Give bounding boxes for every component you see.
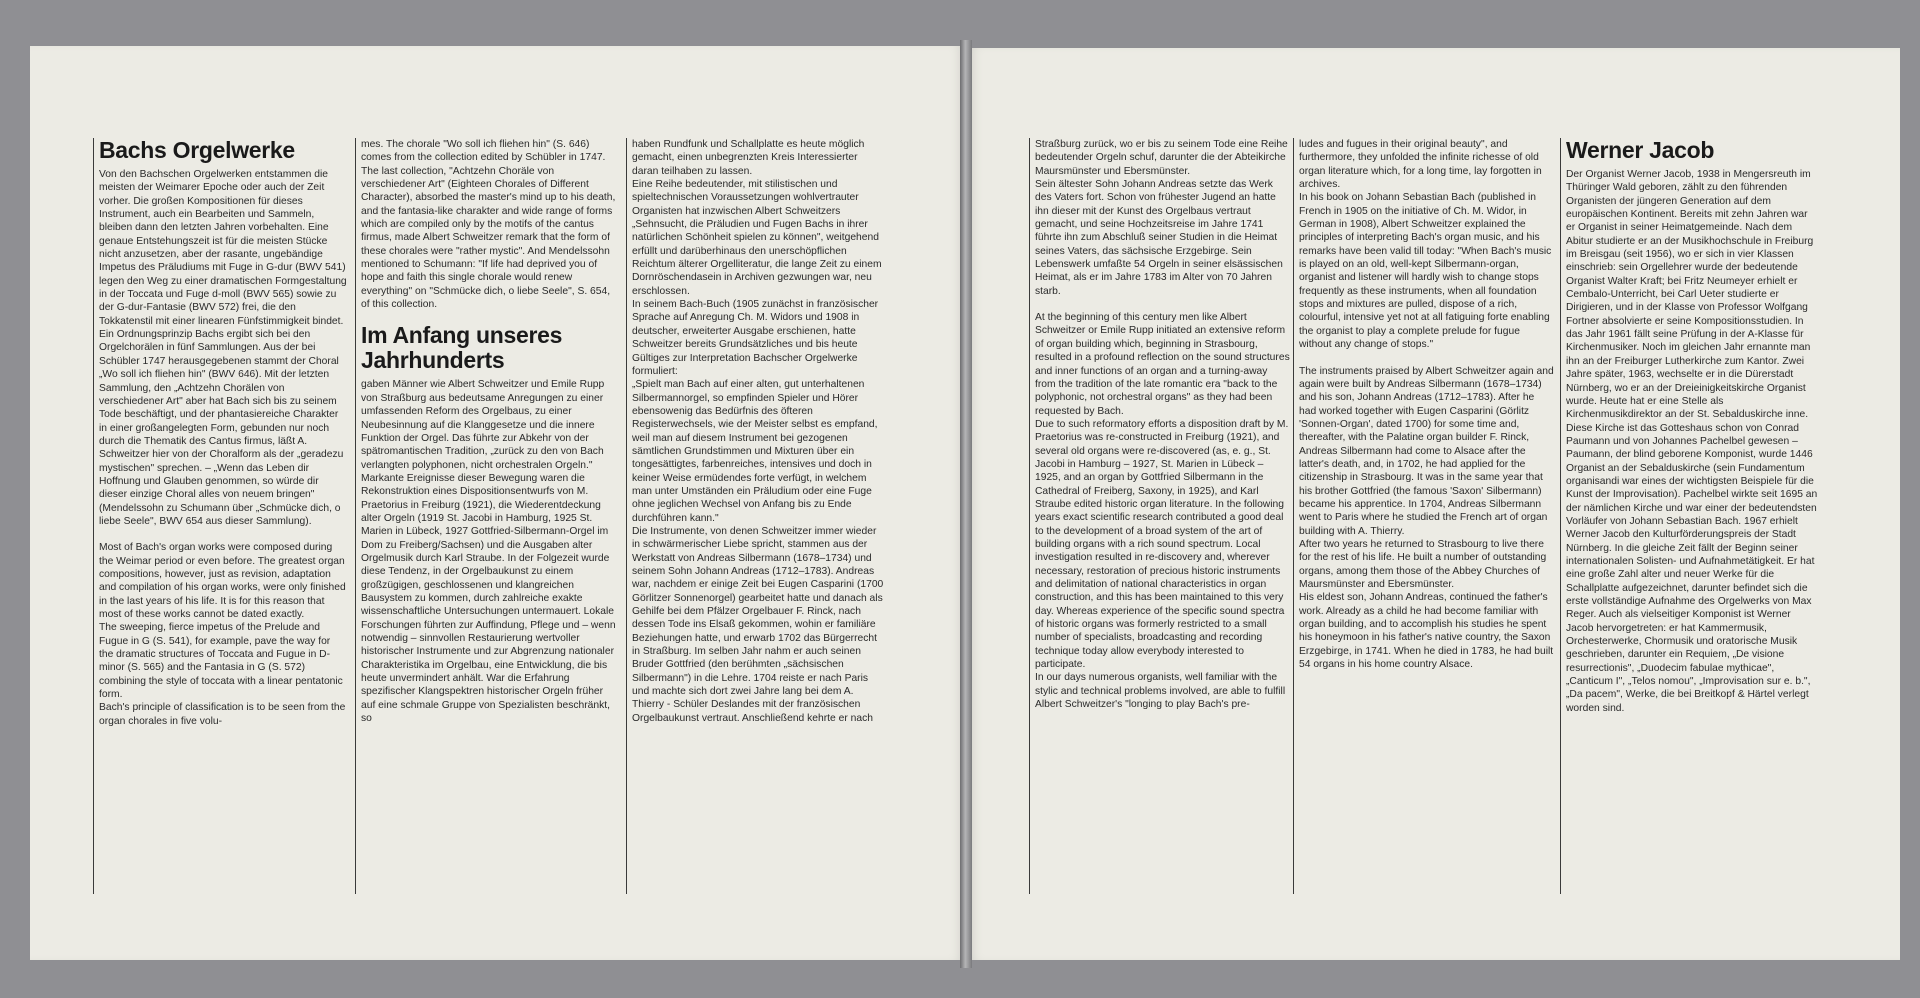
column-6	[1560, 138, 1822, 894]
heading-bachs-orgelwerke: Bachs Orgelwerke	[99, 138, 295, 163]
column-5	[1293, 138, 1557, 894]
paragraph: In seinem Bach-Buch (1905 zunächst in französischer Sprache auf Anregung Ch. M. Widors und 1908 in deutscher, erweiterter Ausgabe erschienen, hatte Schweitzer bereits Grundsätzliches und bis heute Gültiges zur Interpretation Bachscher Orgelwerke formuliert:	[632, 299, 879, 377]
paragraph: The instruments praised by Albert Schweitzer again and again were built by Andreas Silbermann (1678–1734) and his son, Johann Andreas (1712–1783). After he had worked together with Eugen Casparini (Görlitz 'Sonnen-Organ', dated 1700) for some time and, thereafter, with the Palatine organ builder F. Rinck, Andreas Silbermann had come to Alsace after the latter's death, and, in 1702, he had applied for the citizenship in Strasbourg. It was in the same year that his brother Gottfried (the famous 'Saxon' Silbermann) became his apprentice. In 1704, Andreas Silbermann went to Paris where he studied the French art of organ building with A. Thierry.	[1299, 365, 1554, 537]
paragraph: mes. The chorale "Wo soll ich fliehen hin" (S. 646) comes from the collection edited by Schübler in 1747. The last collection, "Achtzehn Choräle von verschiedener Art" (Eighteen Chorales of Different Character), absorbed the master's mind up to his death, and the fantasia-like charakter and wide range of forms which are compiled only by the motifs of the cantus firmus, made Albert Schweitzer remark that the form of these chorales were "rather mystic". And Mendelssohn mentioned to Schumann: "If life had deprived you of hope and faith this single chorale would renew everything" on "Schmücke dich, o liebe Seele", S. 654, of this collection.	[361, 139, 616, 311]
paragraph: His eldest son, Johann Andreas, continued the father's work. Already as a child he had become familiar with organ building, and to accomplish his studies he spent his honeymoon in his father's native country, the Saxon Erzgebirge, in 1741. When he died in 1783, he had built 54 organs in his home country Alsace.	[1299, 592, 1554, 671]
paragraph: After two years he returned to Strasbourg to live there for the rest of his life. He built a number of outstanding organs, among them those of the Abbey Churches of Maursmünster and Ebersmünster.	[1299, 538, 1547, 590]
paragraph: Markante Ereignisse dieser Bewegung waren die Rekonstruktion eines Dispositionsentwurfs von M. Praetorius in Freiburg (1921), die Wiederentdeckung alter Orgeln (1919 St. Jacobi in Hamburg, 1925 St. Marien in Lübeck, 1927 Gottfried-Silbermann-Orgel im Dom zu Freiberg/Sachsen) und die Ausgaben alter Orgelmusik durch Karl Straube. In der Folgezeit wurde diese Tendenz, in der Orgelbaukunst zu einem großzügigen, geschlossenen und klangreichen Bausystem zu kommen, durch zahlreiche exakte wissenschaftliche Untersuchungen untermauert. Lokale Forschungen führten zur Auffindung, Pflege und – wenn notwendig – sinnvollen Restaurierung wertvoller historischer Instrumente und zur Abgrenzung nationaler Charakteristika im Orgelbau, eine Entwicklung, die bis heute unvermindert anhält. War die Erfahrung spezifischer Klangspektren historischer Orgeln früher auf eine schmale Gruppe von Spezialisten beschränkt, so	[361, 472, 616, 725]
paragraph: Ein Ordnungsprinzip Bachs ergibt sich bei den Orgelchorälen in fünf Sammlungen. Aus der bei Schübler 1747 herausgegebenen stammt der Choral „Wo soll ich fliehen hin" (BWV 646). Mit der letzten Sammlung, den „Achtzehn Chorälen von verschiedener Art" aber hat Bach sich bis zu seinem Tode beschäftigt, und der phantasiereiche Charakter in einer großangelegten Form, gebunden nur noch durch die Thematik des Cantus firmus, läßt A. Schweitzer hier von der Choralform als der „geradezu mystischen" sprechen. – „Wenn das Leben dir Hoffnung und Glauben genommen, so würde dir dieser einzige Choral alles von neuem bringen" (Mendelssohn zu Schumann über „Schmücke dich, o liebe Seele", BWV 654 aus dieser Sammlung).	[99, 329, 344, 527]
paragraph: In his book on Johann Sebastian Bach (published in French in 1905 on the initiative of Ch. M. Widor, in German in 1908), Albert Schweitzer explained the principles of interpreting Bach's organ music, and his remarks have been valid till today: "When Bach's music is played on an old, well-kept Silbermann-organ, organist and listener will hardly wish to change stops frequently as these instruments, when all foundation stops and mixtures are pulled, dispose of a rich, colourful, intensive yet not at all fatiguing forte enabling the organist to play a complete prelude for fugue without any change of stops."	[1299, 192, 1552, 351]
paragraph: Der Organist Werner Jacob, 1938 in Mengersreuth im Thüringer Wald geboren, zählt zu den führenden Organisten der jüngeren Generation auf dem europäischen Kontinent. Bereits mit zehn Jahren war er Organist in seiner Heimatgemeinde. Nach dem Abitur studierte er an der Musikhochschule in Freiburg im Breisgau (seit 1956), wo er sich in vier Klassen einschrieb: sein Orgellehrer wurde der bedeutende Organist Walter Kraft; bei Fritz Neumeyer erhielt er Cembalo-Unterricht, bei Carl Ueter studierte er Dirigieren, und in der Klasse von Professor Wolfgang Fortner absolvierte er seine Kompositionsstudien. In das Jahr 1961 fällt seine Prüfung in der A-Klasse für Kirchenmusiker. Noch im gleichen Jahr ernannte man ihn an der Freiburger Lutherkirche zum Kantor. Zwei Jahre später, 1963, wechselte er in die Dürerstadt Nürnberg, wo er an der Dreieinigkeitskirche Organist wurde. Heute hat er eine Stelle als Kirchenmusikdirektor an der St. Sebalduskirche inne. Diese Kirche ist das Gotteshaus schon von Conrad Paumann und von Johannes Pachelbel gewesen – Paumann, der blind geborene Komponist, wurde 1446 Organist an der Sebalduskirche (sein Fundamentum organisandi war eines der wichtigsten Beispiele für die Kunst der Improvisation). Pachelbel wirkte seit 1695 an der nämlichen Kirche und war einer der bedeutendsten Vorläufer von Johann Sebastian Bach. 1967 erhielt Werner Jacob den Kulturförderungspreis der Stadt Nürnberg. In die gleiche Zeit fällt der Beginn seiner internationalen Solisten- und Aufnahmetätigkeit. Er hat eine große Zahl alter und neuer Werke für die Schallplatte aufgezeichnet, darunter befindet sich die erste vollständige Aufnahme des Orgelwerks von Max Reger. Auch als vielseitiger Komponist ist Werner Jacob hervorgetreten: er hat Kammermusik, Orchesterwerke, Chormusik und oratorische Musik geschrieben, darunter ein Requiem, „De visione resurrectionis", „Duodecim fabulae mythicae", „Canticum I", „Telos nomou", „Improvisation sur e. b.", „Da pacem", Werke, die bei Breitkopf & Härtel verlegt worden sind.	[1566, 169, 1818, 714]
paragraph: In our days numerous organists, well familiar with the stylic and technical problems involved, are able to fulfill Albert Schweitzer's "longing to play Bach's pre-	[1035, 672, 1286, 711]
paragraph: „Spielt man Bach auf einer alten, gut unterhaltenen Silbermannorgel, so empfinden Spieler und Hörer ebensowenig das Bedürfnis des öfteren Registerwechsels, wie der Meister selbst es empfand, weil man auf diesem Instrument bei gezogenen sämtlichen Grundstimmen und Mixturen über ein tongesättigtes, farbenreiches, intensives und doch in keiner Weise ermüdendes forte verfügt, in welchem man unter Umständen ein Präludium oder eine Fuge ohne jeglichen Wechsel von Anfang bis zu Ende durchführen kann."	[632, 379, 878, 524]
column-2	[355, 138, 623, 894]
paragraph: Due to such reformatory efforts a disposition draft by M. Praetorius was re-constructed in Freiburg (1921), and several old organs were re-discovered (as, e. g., St. Jacobi in Hamburg – 1927, St. Marien in Lübeck – 1925, and an organ by Gottfried Silbermann in the Cathedral of Freiberg, Saxony, in 1925), and Karl Straube edited historic organ literature. In the following years exact scientific research contributed a good deal to the development of a broad system of the art of building organs with a rich sound spectrum. Local investigation resulted in re-discovery and, wherever necessary, restoration of precious historic instruments and delimitation of national characteristics in organ construction, and this has been maintained to this very day. Whereas experience of the specific sound spectra of historic organs was formerly restricted to a small number of specialists, broadcasting and recording technique today allow everybody interested to participate.	[1035, 418, 1289, 671]
heading-werner-jacob: Werner Jacob	[1566, 138, 1715, 163]
column-3	[626, 138, 888, 894]
paragraph: ludes and fugues in their original beauty", and furthermore, they unfolded the infinite richesse of old organ literature which, for a long time, lay forgotten in archives.	[1299, 139, 1542, 191]
paragraph: haben Rundfunk und Schallplatte es heute möglich gemacht, einen unbegrenzten Kreis Interessierter daran teilhaben zu lassen.	[632, 139, 865, 177]
paragraph: Straßburg zurück, wo er bis zu seinem Tode eine Reihe bedeutender Orgeln schuf, darunter die der Abteikirche Maursmünster und Ebersmünster.	[1035, 139, 1288, 177]
paragraph: At the beginning of this century men like Albert Schweitzer or Emile Rupp initiated an extensive reform of organ building which, beginning in Strasbourg, resulted in a profound reflection on the sound structures and inner functions of an organ and a turning-away from the tradition of the late romantic era "back to the polyphonic, not orchestral organs" as they had been requested by Bach.	[1035, 312, 1290, 417]
column-1	[93, 138, 350, 894]
paragraph: Die Instrumente, von denen Schweitzer immer wieder in schwärmerischer Liebe spricht, stammen aus der Werkstatt von Andreas Silbermann (1678–1734) und seinem Sohn Johann Andreas (1712–1783). Andreas war, nachdem er einige Zeit bei Eugen Casparini (1700 Görlitzer Sonnenorgel) gearbeitet hatte und danach als Gehilfe bei dem Pfälzer Orgelbauer F. Rinck, nach dessen Tode ins Elsaß gekommen, wohin er familiäre Beziehungen hatte, und erwarb 1702 das Bürgerrecht in Straßburg. Im selben Jahr nahm er auch seinen Bruder Gottfried (den berühmten „sächsischen Silbermann") in die Lehre. 1704 reiste er nach Paris und machte sich dort zwei Jahre lang bei dem A. Thierry - Schüler Deslandes mit der französischen Orgelbaukunst vertraut. Anschließend kehrte er nach	[632, 525, 884, 724]
paragraph: Bach's principle of classification is to be seen from the organ chorales in five volu-	[99, 702, 346, 727]
paragraph: Most of Bach's organ works were composed during the Weimar period or even before. The greatest organ compositions, however, just as revision, adaptation and compilation of his organ works, were only finished in the last years of his life. It is for this reason that most of these works cannot be dated exactly.	[99, 542, 346, 620]
spine-fold	[960, 40, 972, 968]
paragraph: Sein ältester Sohn Johann Andreas setzte das Werk des Vaters fort. Schon von frühester Jugend an hatte ihn dieser mit der Kunst des Orgelbaus vertraut gemacht, und seine Hochzeitsreise im Jahre 1741 führte ihn zum Abschluß seiner Studien in die Heimat seines Vaters, das sächsische Erzgebirge. Sein Lebenswerk umfaßte 54 Orgeln in seiner elsässischen Heimat, als er im Jahre 1783 im Alter von 70 Jahren starb.	[1035, 179, 1283, 297]
paragraph: The sweeping, fierce impetus of the Prelude and Fugue in G (S. 541), for example, pave the way for the dramatic structures of Toccata and Fugue in D-minor (S. 565) and the Fantasia in G (S. 572) combining the style of toccata with a linear pentatonic form.	[99, 622, 343, 701]
paragraph: gaben Männer wie Albert Schweitzer und Emile Rupp von Straßburg aus bedeutsame Anregungen zu einer umfassenden Reform des Orgelbaus, zu einer Neubesinnung auf die Klanggesetze und die innere Funktion der Orgel. Das führte zur Abkehr von der spätromantischen Tradition, „zurück zu den von Bach verlangten polyphonen, nicht orchestralen Orgeln."	[361, 379, 605, 471]
heading-im-anfang: Im Anfang unseres Jahrhunderts	[361, 322, 563, 374]
paragraph: Von den Bachschen Orgelwerken entstammen die meisten der Weimarer Epoche oder auch der Zeit vorher. Die großen Kompositionen für dieses Instrument, auch ein Bearbeiten und Sammeln, bleiben dann den letzten Jahren vorbehalten. Eine genaue Entstehungszeit ist für die meisten Stücke nicht anzusetzen, aber der rasante, ungebändige Impetus des Präludiums mit Fuge in G-dur (BWV 541) legen den Weg zu einer dramatischen Formgestaltung in der Toccata und Fuge d-moll (BWV 565) sowie zu der G-dur-Fantasie (BWV 572) frei, die den Tokkatenstil mit einer linearen Fünfstimmigkeit bindet.	[99, 169, 347, 327]
paragraph: Eine Reihe bedeutender, mit stilistischen und spieltechnischen Voraussetzungen wohlvertrauter Organisten hat inzwischen Albert Schweitzers „Sehnsucht, die Präludien und Fugen Bachs in ihrer natürlichen Schönheit spielen zu können", weitgehend erfüllt und darüberhinaus den unerschöpflichen Reichtum älterer Orgelliteratur, die lange Zeit zu einem Dornröschendasein in Archiven gezwungen war, neu erschlossen.	[632, 179, 882, 297]
column-4	[1029, 138, 1293, 894]
